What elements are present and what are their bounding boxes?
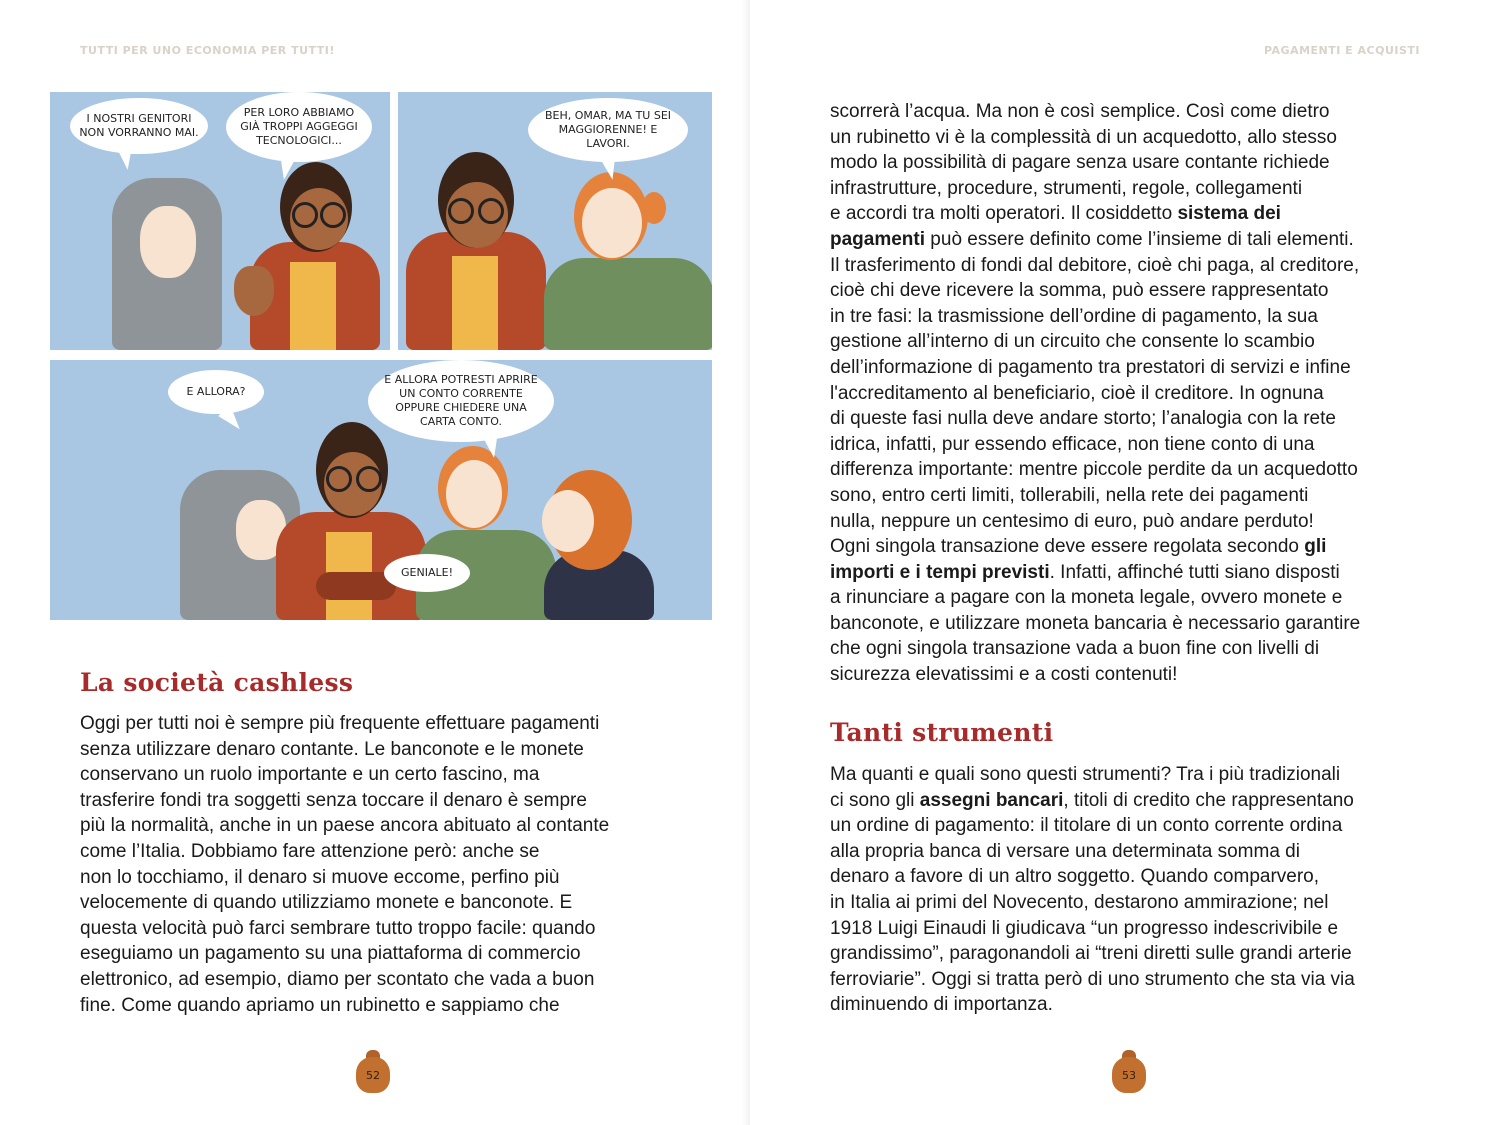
character-grey-hoodie — [112, 178, 222, 350]
term-payment-system: sistema dei pagamenti — [830, 203, 1281, 250]
character-omar — [240, 162, 380, 350]
right-body-paragraph-2: Ma quanti e quali sono questi strumenti? Tra i più tradizionali ci sono gli assegni bancari, titoli di credito che rappresentano un ordine di pagamento: il titolare di un conto corrente ordina alla propria banca di versare una determinata somma di denaro a favore di un altro soggetto. Quando comparvero, in Italia ai primi del Novecento, destarono ammirazione; nel 1918 Luigi Einaudi li giudicava “un progresso indescrivibile e grandissimo”, paragonandoli ai “treni diretti sulle grandi arterie ferroviarie”. Oggi si tratta però di uno strumento che sta via via diminuendo di importanza. — [830, 764, 1355, 1016]
left-body-paragraph: Oggi per tutti noi è sempre più frequente effettuare pagamenti senza utilizzare denaro contante. Le banconote e le monete conservano un ruolo importante e un certo fascino, ma trasferire fondi tra soggetti senza toccare il denaro è sempre più la normalità, anche in un paese ancora abituato al contante come l’Italia. Dobbiamo fare attenzione però: anche se non lo tocchiamo, il denaro si muove eccome, perfino più velocemente di quando utilizziamo monete e banconote. E questa velocità può farci sembrare tutto troppo facile: quando eseguiamo un pagamento su una piattaforma di commercio elettronico, ad esempio, diamo per scontato che vada a buon fine. Come quando apriamo un rubinetto e sappiamo che — [80, 713, 610, 1016]
page-number-right — [1112, 1050, 1146, 1094]
speech-bubble-gadgets: PER LORO ABBIAMO GIÀ TROPPI AGGEGGI TECNOLOGICI... — [226, 92, 372, 162]
running-head-left: TUTTI PER UNO ECONOMIA PER TUTTI! — [80, 44, 335, 57]
character-second-girl — [524, 470, 654, 620]
speech-bubble-bank-account: E ALLORA POTRESTI APRIRE UN CONTO CORRENTE OPPURE CHIEDERE UNA CARTA CONTO. — [368, 360, 554, 442]
page-number-left — [356, 1050, 390, 1094]
speech-bubble-adult: BEH, OMAR, MA TU SEI MAGGIORENNE! E LAVORI. — [528, 98, 688, 162]
right-page — [750, 0, 1500, 1125]
page-number-52: 52 — [366, 1068, 380, 1082]
page-number-53: 53 — [1122, 1068, 1136, 1082]
piggy-jar-icon — [356, 1057, 390, 1093]
running-head-right: PAGAMENTI E ACQUISTI — [1263, 44, 1420, 57]
comic-strip — [50, 92, 712, 620]
section-heading-cashless: La società cashless — [80, 668, 354, 697]
speech-bubble-genius: GENIALE! — [384, 554, 470, 592]
piggy-jar-icon — [1112, 1057, 1146, 1093]
speech-bubble-so-what: E ALLORA? — [168, 370, 264, 414]
term-amounts-and-times: gli importi e i tempi previsti — [830, 536, 1327, 583]
comic-panel-3 — [50, 360, 712, 620]
right-body-paragraph-1: scorrerà l’acqua. Ma non è così semplice. Così come dietro un rubinetto vi è la complessità di un acquedotto, allo stesso modo la possibilità di pagare senza usare contante richiede infrastrutture, procedure, strumenti, regole, collegamenti e accordi tra molti operatori. Il cosiddetto sistema dei pagamenti può essere definito come l’insieme di tali elementi. Il trasferimento di fondi dal debitore, cioè chi paga, al creditore, cioè chi deve ricevere la somma, può essere rappresentato in tre fasi: la trasmissione dell’ordine di pagamento, la sua gestione all’interno di un circuito che consente lo scambio dell’informazione di pagamento tra prestatori di servizi e infine l'accreditamento al beneficiario, cioè il creditore. In ognuna di queste fasi nulla deve andare storto; l’analogia con la rete idrica, infatti, pur essendo efficace, non tiene conto di una differenza importante: mentre piccole perdite da un acquedotto sono, entro certi limiti, tollerabili, nella rete dei pagamenti nulla, neppure un centesimo di euro, può andare perduto! Ogni singola transazione deve essere regolata secondo gli importi e i tempi previsti. Infatti, affinché tutti siano disposti a rinunciare a pagare con la moneta legale, ovvero monete e banconote, e utilizzare moneta bancaria è necessario garantire che ogni singola transazione vada a buon fine con livelli di sicurezza elevatissimi e a costi contenuti! — [830, 101, 1361, 686]
character-omar-3 — [276, 422, 426, 620]
comic-panel-1 — [50, 92, 390, 350]
character-redhead-girl — [524, 172, 712, 350]
speech-bubble-parents: I NOSTRI GENITORI NON VORRANNO MAI. — [70, 98, 208, 154]
comic-panel-2 — [398, 92, 712, 350]
term-bank-cheques: assegni bancari — [919, 789, 1064, 811]
section-heading-instruments: Tanti strumenti — [830, 718, 1054, 747]
